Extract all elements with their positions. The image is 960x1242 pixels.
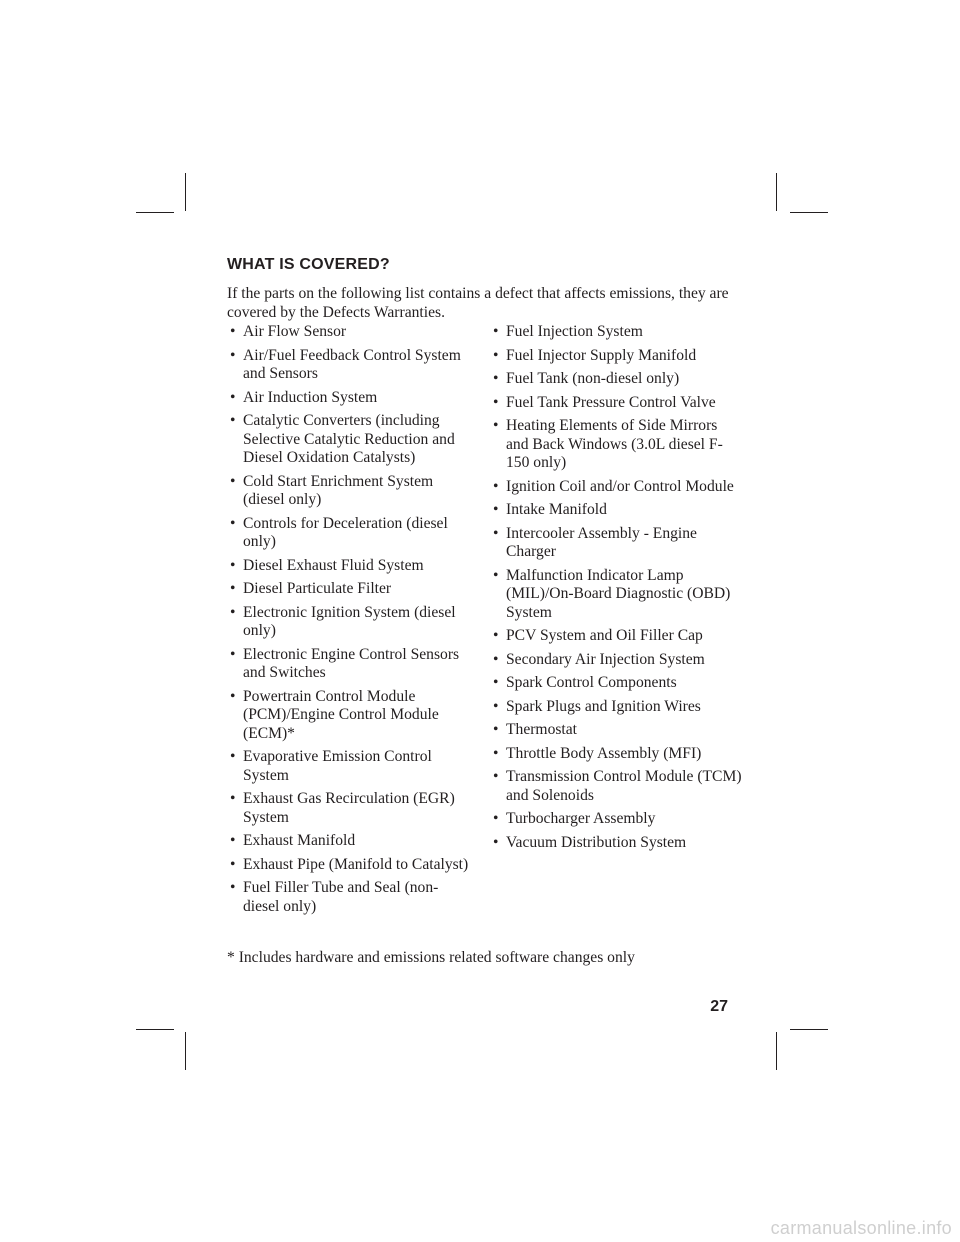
bullet-icon: • xyxy=(493,566,499,584)
list-item-text: Vacuum Distribution System xyxy=(506,833,687,851)
bullet-icon: • xyxy=(493,674,499,691)
list-item-text: Diesel Particulate Filter xyxy=(243,580,392,597)
list-item-text: Secondary Air Injection System xyxy=(506,650,705,668)
bullet-icon: • xyxy=(493,370,499,387)
watermark: carmanualsonline.info xyxy=(770,1218,952,1238)
list-item-text: Diesel Exhaust Fluid System xyxy=(243,556,424,574)
bullet-icon: • xyxy=(493,346,499,364)
list-item-text: Transmission Control Module (TCM) and Solenoids xyxy=(506,768,742,804)
list-item xyxy=(493,721,743,740)
bullet-icon: • xyxy=(230,388,236,406)
section-heading: WHAT IS COVERED? xyxy=(227,256,390,273)
crop-mark-top-right-vertical xyxy=(776,173,777,211)
list-item-text: Heating Elements of Side Mirrors and Back Windows (3.0L diesel F-150 only) xyxy=(506,417,723,471)
bullet-icon: • xyxy=(230,879,236,896)
list-item-text: Turbocharger Assembly xyxy=(506,810,656,827)
bullet-icon: • xyxy=(493,477,499,495)
bullet-icon: • xyxy=(230,346,236,364)
list-item xyxy=(493,394,743,413)
crop-mark-bottom-left-horizontal xyxy=(136,1029,174,1030)
list-item-text: Exhaust Manifold xyxy=(243,832,356,849)
bullet-icon: • xyxy=(230,645,236,663)
covered-parts-list-left xyxy=(230,323,470,921)
list-item-text: Malfunction Indicator Lamp (MIL)/On-Board Diagnostic (OBD) System xyxy=(506,566,731,621)
list-item xyxy=(493,745,743,764)
covered-parts-list-right xyxy=(493,323,743,857)
list-item-text: Electronic Ignition System (diesel only) xyxy=(243,603,456,639)
list-item xyxy=(493,810,743,829)
list-item-text: Fuel Filler Tube and Seal (non-diesel only) xyxy=(243,879,439,915)
list-item-text: Electronic Engine Control Sensors and Switches xyxy=(243,645,460,681)
bullet-icon: • xyxy=(493,833,499,851)
list-item xyxy=(230,347,470,384)
intro-paragraph: If the parts on the following list contains a defect that affects emissions, they are covered by the Defects Warranties. xyxy=(227,285,729,321)
list-item xyxy=(493,567,743,623)
bullet-icon: • xyxy=(493,501,499,518)
list-item xyxy=(493,370,743,389)
list-item xyxy=(493,347,743,366)
list-item-text: Exhaust Gas Recirculation (EGR) System xyxy=(243,790,455,826)
list-item-text: Fuel Injection System xyxy=(506,323,643,340)
list-item xyxy=(493,478,743,497)
bullet-icon: • xyxy=(493,721,499,738)
bullet-icon: • xyxy=(230,855,236,873)
bullet-icon: • xyxy=(230,556,236,574)
bullet-icon: • xyxy=(230,412,236,429)
list-item xyxy=(230,323,470,342)
list-item xyxy=(230,790,470,827)
list-item-text: Controls for Deceleration (diesel only) xyxy=(243,514,448,550)
list-item xyxy=(493,698,743,717)
bullet-icon: • xyxy=(493,627,499,644)
list-item-text: Fuel Tank (non-diesel only) xyxy=(506,370,680,387)
list-item xyxy=(493,627,743,646)
list-item-text: Air Flow Sensor xyxy=(243,323,347,340)
crop-mark-bottom-right-horizontal xyxy=(790,1029,828,1030)
crop-mark-top-left-horizontal xyxy=(136,212,174,213)
list-item xyxy=(230,748,470,785)
list-item-text: PCV System and Oil Filler Cap xyxy=(506,627,703,644)
bullet-icon: • xyxy=(493,417,499,434)
bullet-icon: • xyxy=(493,524,499,542)
list-item-text: Air Induction System xyxy=(243,388,378,406)
list-item xyxy=(493,417,743,473)
list-item xyxy=(230,832,470,851)
list-item-text: Air/Fuel Feedback Control System and Sensors xyxy=(243,346,461,382)
bullet-icon: • xyxy=(493,650,499,668)
list-item xyxy=(493,834,743,853)
list-item xyxy=(230,389,470,408)
list-item-text: Throttle Body Assembly (MFI) xyxy=(506,744,702,762)
crop-mark-bottom-right-vertical xyxy=(776,1032,777,1070)
bullet-icon: • xyxy=(230,580,236,597)
list-item-text: Spark Control Components xyxy=(506,674,677,691)
list-item xyxy=(230,604,470,641)
list-item xyxy=(493,501,743,520)
list-item-text: Thermostat xyxy=(506,721,578,738)
list-item-text: Fuel Injector Supply Manifold xyxy=(506,346,697,364)
list-item-text: Intake Manifold xyxy=(506,501,607,518)
list-item-text: Ignition Coil and/or Control Module xyxy=(506,477,734,495)
bullet-icon: • xyxy=(230,748,236,765)
list-item xyxy=(230,688,470,744)
list-item xyxy=(230,879,470,916)
bullet-icon: • xyxy=(230,687,236,705)
list-item xyxy=(493,651,743,670)
list-item xyxy=(230,473,470,510)
bullet-icon: • xyxy=(230,790,236,807)
list-item-text: Powertrain Control Module (PCM)/Engine Control Module (ECM)* xyxy=(243,687,439,742)
list-item xyxy=(230,412,470,468)
list-item-text: Fuel Tank Pressure Control Valve xyxy=(506,393,716,411)
list-item xyxy=(230,557,470,576)
bullet-icon: • xyxy=(230,514,236,532)
list-item-text: Exhaust Pipe (Manifold to Catalyst) xyxy=(243,855,469,873)
list-item-text: Catalytic Converters (including Selective Catalytic Reduction and Diesel Oxidation Catalysts) xyxy=(243,412,455,466)
list-item-text: Intercooler Assembly - Engine Charger xyxy=(506,524,697,560)
bullet-icon: • xyxy=(493,323,499,340)
list-item xyxy=(230,856,470,875)
bullet-icon: • xyxy=(230,603,236,621)
bullet-icon: • xyxy=(493,810,499,827)
crop-mark-top-left-vertical xyxy=(185,173,186,211)
bullet-icon: • xyxy=(493,697,499,715)
bullet-icon: • xyxy=(493,744,499,762)
bullet-icon: • xyxy=(230,472,236,490)
list-item xyxy=(493,768,743,805)
list-item-text: Evaporative Emission Control System xyxy=(243,748,432,784)
crop-mark-bottom-left-vertical xyxy=(185,1032,186,1070)
bullet-icon: • xyxy=(493,768,499,785)
crop-mark-top-right-horizontal xyxy=(790,212,828,213)
list-item-text: Cold Start Enrichment System (diesel only) xyxy=(243,472,434,508)
list-item-text: Spark Plugs and Ignition Wires xyxy=(506,697,701,715)
bullet-icon: • xyxy=(230,323,236,340)
bullet-icon: • xyxy=(230,832,236,849)
list-item xyxy=(230,515,470,552)
bullet-icon: • xyxy=(493,393,499,411)
page-number: 27 xyxy=(710,998,728,1015)
list-item xyxy=(493,323,743,342)
list-item xyxy=(230,646,470,683)
footnote: * Includes hardware and emissions related software changes only xyxy=(227,949,635,966)
list-item xyxy=(493,674,743,693)
list-item xyxy=(493,525,743,562)
list-item xyxy=(230,580,470,599)
